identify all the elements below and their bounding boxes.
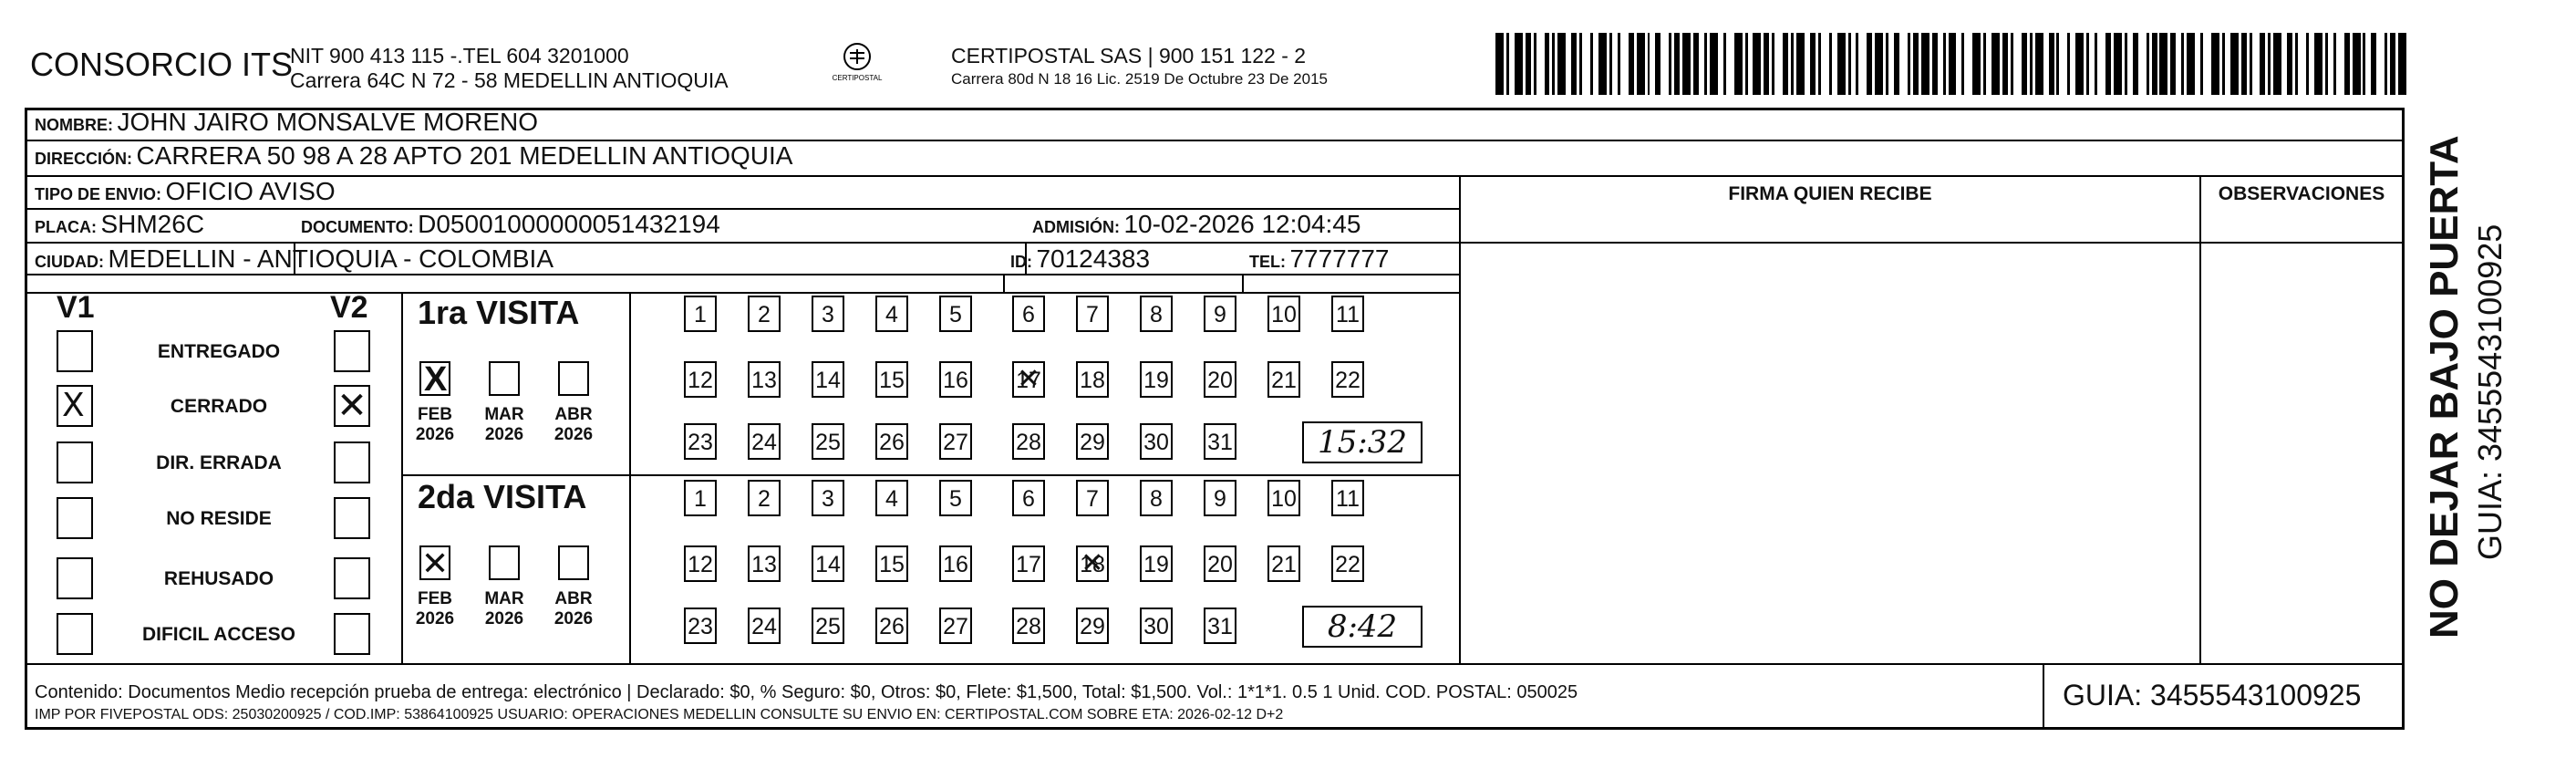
barcode-bar bbox=[2159, 33, 2167, 95]
id-value: 70124383 bbox=[1036, 244, 1151, 273]
divider bbox=[27, 292, 1459, 294]
status-label: DIR. ERRADA bbox=[156, 452, 282, 473]
signature-area[interactable] bbox=[1461, 210, 2198, 661]
month-year: 2026 bbox=[415, 609, 455, 628]
barcode-bar bbox=[1991, 33, 2000, 95]
barcode-bar bbox=[1536, 33, 1545, 95]
barcode bbox=[1495, 33, 2407, 95]
month-checkbox[interactable] bbox=[489, 361, 520, 396]
v2-checkbox[interactable] bbox=[334, 441, 370, 483]
placa-field bbox=[35, 210, 204, 239]
month-checkbox[interactable] bbox=[558, 361, 589, 396]
v2-header: V2 bbox=[330, 290, 368, 325]
barcode-bar bbox=[1582, 33, 1590, 95]
month-label bbox=[476, 589, 533, 629]
observaciones-header: OBSERVACIONES bbox=[2218, 183, 2385, 204]
status-label: CERRADO bbox=[170, 396, 268, 417]
day-box[interactable]: 29 bbox=[1076, 423, 1109, 460]
placa-value: SHM26C bbox=[100, 210, 205, 238]
barcode-bar bbox=[2336, 33, 2344, 95]
v1-header: V1 bbox=[57, 290, 95, 325]
nombre-value: JOHN JAIRO MONSALVE MORENO bbox=[117, 108, 538, 136]
barcode-bar bbox=[2187, 33, 2195, 95]
day-box[interactable]: 3 bbox=[812, 480, 844, 516]
day-box[interactable]: 2 bbox=[748, 480, 781, 516]
barcode-bar bbox=[1620, 33, 1629, 95]
barcode-bar bbox=[2252, 33, 2260, 95]
day-box[interactable]: 19 bbox=[1140, 545, 1173, 582]
day-box[interactable]: 6 bbox=[1012, 296, 1045, 332]
barcode-bar bbox=[2203, 33, 2211, 95]
tel-value: 7777777 bbox=[1289, 244, 1390, 273]
barcode-bar bbox=[2035, 33, 2043, 95]
day-box[interactable]: 4 bbox=[875, 296, 908, 332]
divider bbox=[401, 292, 403, 663]
direccion-label: DIRECCIÓN: bbox=[35, 150, 132, 168]
day-box[interactable]: 19 bbox=[1140, 361, 1173, 398]
month-year: 2026 bbox=[484, 425, 524, 444]
day-box[interactable]: 8 bbox=[1140, 296, 1173, 332]
day-box[interactable]: 14 bbox=[812, 545, 844, 582]
barcode-bar bbox=[2059, 33, 2067, 95]
barcode-bar bbox=[1637, 33, 1645, 95]
day-box[interactable]: 9 bbox=[1204, 296, 1236, 332]
v2-checkbox[interactable] bbox=[334, 557, 370, 599]
day-box[interactable]: 17 bbox=[1012, 545, 1045, 582]
day-box[interactable]: 20 bbox=[1204, 361, 1236, 398]
barcode-bar bbox=[2097, 33, 2105, 95]
ciudad-field bbox=[35, 244, 553, 274]
logo-text: CERTIPOSTAL bbox=[832, 74, 883, 82]
company-nit: NIT 900 413 115 -.TEL 604 3201000 bbox=[290, 44, 629, 68]
divider bbox=[2043, 663, 2044, 730]
day-box[interactable]: 11 bbox=[1331, 480, 1364, 516]
divider bbox=[401, 474, 1459, 476]
month-checkbox[interactable] bbox=[419, 361, 450, 396]
month-label bbox=[407, 589, 463, 629]
carrier-line2: Carrera 80d N 18 16 Lic. 2519 De Octubre 23 De 2015 bbox=[951, 70, 1328, 88]
divider bbox=[27, 663, 2402, 665]
footer-print-info: IMP POR FIVEPOSTAL ODS: 25030200925 / COD.IMP: 53864100925 USUARIO: OPERACIONES MEDELLIN CONSULTE SU ENVIO EN: CERTIPOSTAL.COM SOBRE ETA: 2026-02-12 D+2 bbox=[35, 707, 1284, 722]
day-box[interactable]: 20 bbox=[1204, 545, 1236, 582]
v1-checkbox[interactable] bbox=[57, 613, 93, 655]
barcode-bar bbox=[1557, 33, 1566, 95]
barcode-bar bbox=[2398, 33, 2406, 95]
company-address: Carrera 64C N 72 - 58 MEDELLIN ANTIOQUIA bbox=[290, 68, 729, 92]
guia-number: GUIA: 3455543100925 bbox=[2063, 679, 2362, 711]
documento-value: D05001000000051432194 bbox=[418, 210, 720, 238]
month-name: ABR bbox=[554, 589, 593, 608]
barcode-bar bbox=[2298, 33, 2306, 95]
visit-time: 15:32 bbox=[1302, 421, 1422, 463]
divider bbox=[27, 274, 1459, 275]
barcode-bar bbox=[1837, 33, 1846, 95]
tel-field bbox=[1249, 244, 1389, 274]
tipo-envio-field bbox=[35, 177, 336, 206]
v2-checkbox[interactable] bbox=[334, 330, 370, 372]
ciudad-value: MEDELLIN - ANTIOQUIA - COLOMBIA bbox=[108, 244, 553, 273]
month-label bbox=[407, 405, 463, 445]
status-label: NO RESIDE bbox=[166, 508, 272, 529]
v2-checkbox[interactable] bbox=[334, 497, 370, 539]
day-box[interactable]: 6 bbox=[1012, 480, 1045, 516]
day-box[interactable]: 3 bbox=[812, 296, 844, 332]
month-label bbox=[545, 405, 602, 445]
tipo-envio-label: TIPO DE ENVIO: bbox=[35, 185, 162, 203]
day-box[interactable]: 31 bbox=[1204, 423, 1236, 460]
day-box[interactable]: 14 bbox=[812, 361, 844, 398]
month-name: MAR bbox=[484, 405, 524, 424]
carrier-line1: CERTIPOSTAL SAS | 900 151 122 - 2 bbox=[951, 44, 1307, 68]
ciudad-label: CIUDAD: bbox=[35, 253, 104, 271]
day-box[interactable]: 29 bbox=[1076, 608, 1109, 644]
visit-time: 8:42 bbox=[1302, 606, 1422, 648]
day-box[interactable]: 25 bbox=[812, 423, 844, 460]
barcode-bar bbox=[1774, 33, 1783, 95]
divider bbox=[629, 292, 631, 663]
v1-checkbox[interactable] bbox=[57, 497, 93, 539]
barcode-bar bbox=[1734, 33, 1743, 95]
carrier-info bbox=[951, 44, 1328, 91]
company-name: CONSORCIO ITS bbox=[30, 46, 294, 83]
month-checkbox[interactable] bbox=[489, 545, 520, 580]
id-field bbox=[1010, 244, 1150, 274]
divider bbox=[1003, 274, 1005, 292]
day-box[interactable]: 15 bbox=[875, 361, 908, 398]
day-box[interactable]: 22 bbox=[1331, 545, 1364, 582]
direccion-value: CARRERA 50 98 A 28 APTO 201 MEDELLIN ANTIOQUIA bbox=[136, 141, 793, 170]
barcode-bar bbox=[1495, 33, 1504, 95]
day-box[interactable]: 1 bbox=[684, 296, 717, 332]
day-box[interactable]: 17 ✕ bbox=[1012, 361, 1045, 398]
day-box[interactable]: 27 bbox=[939, 608, 972, 644]
observaciones-area[interactable] bbox=[2201, 210, 2400, 661]
month-year: 2026 bbox=[553, 609, 594, 628]
firma-header: FIRMA QUIEN RECIBE bbox=[1728, 183, 1932, 204]
v1-checkbox[interactable] bbox=[57, 557, 93, 599]
day-box[interactable]: 5 bbox=[939, 296, 972, 332]
month-checkbox[interactable] bbox=[419, 545, 450, 580]
no-dejar-notice: NO DEJAR BAJO PUERTA bbox=[2422, 135, 2467, 639]
day-box[interactable]: 10 bbox=[1267, 480, 1300, 516]
nombre-field bbox=[35, 108, 538, 137]
day-box[interactable]: 16 bbox=[939, 545, 972, 582]
day-box[interactable]: 21 bbox=[1267, 545, 1300, 582]
v2-checkbox[interactable] bbox=[334, 613, 370, 655]
v1-checkbox[interactable] bbox=[57, 385, 93, 427]
day-box[interactable]: 26 bbox=[875, 423, 908, 460]
month-year: 2026 bbox=[484, 609, 524, 628]
visit-title: 1ra VISITA bbox=[418, 294, 580, 331]
day-box[interactable]: 30 bbox=[1140, 608, 1173, 644]
day-box[interactable]: 12 bbox=[684, 361, 717, 398]
tipo-envio-value: OFICIO AVISO bbox=[165, 177, 336, 205]
day-box[interactable]: 15 bbox=[875, 545, 908, 582]
day-box[interactable]: 24 bbox=[748, 423, 781, 460]
barcode-bar bbox=[1899, 33, 1908, 95]
day-box[interactable]: 16 bbox=[939, 361, 972, 398]
admision-field bbox=[1032, 210, 1360, 239]
status-label: DIFICIL ACCESO bbox=[141, 624, 295, 645]
day-box[interactable]: 9 bbox=[1204, 480, 1236, 516]
day-box[interactable]: 7 bbox=[1076, 296, 1109, 332]
day-box[interactable]: 18 bbox=[1076, 361, 1109, 398]
day-box[interactable]: 2 bbox=[748, 296, 781, 332]
day-box[interactable]: 28 bbox=[1012, 608, 1045, 644]
certipostal-logo-icon bbox=[832, 38, 883, 89]
day-box[interactable]: 22 bbox=[1331, 361, 1364, 398]
barcode-bar bbox=[2138, 33, 2147, 95]
day-box[interactable]: 23 bbox=[684, 608, 717, 644]
month-name: FEB bbox=[418, 405, 452, 424]
visit-title: 2da VISITA bbox=[418, 478, 587, 515]
barcode-bar bbox=[2075, 33, 2084, 95]
barcode-bar bbox=[1921, 33, 1929, 95]
day-box[interactable]: 30 bbox=[1140, 423, 1173, 460]
barcode-bar bbox=[2273, 33, 2281, 95]
month-label bbox=[476, 405, 533, 445]
barcode-bar bbox=[1821, 33, 1829, 95]
barcode-bar bbox=[1682, 33, 1691, 95]
day-box[interactable]: 25 bbox=[812, 608, 844, 644]
month-name: MAR bbox=[484, 589, 524, 608]
day-box[interactable]: 21 bbox=[1267, 361, 1300, 398]
company-info bbox=[290, 44, 729, 93]
month-year: 2026 bbox=[415, 425, 455, 444]
month-checkbox[interactable] bbox=[558, 545, 589, 580]
day-box[interactable]: 12 bbox=[684, 545, 717, 582]
barcode-bar bbox=[2376, 33, 2385, 95]
v1-checkbox[interactable] bbox=[57, 330, 93, 372]
divider bbox=[27, 175, 2402, 177]
day-box[interactable]: 18 ✕ bbox=[1076, 545, 1109, 582]
month-year: 2026 bbox=[553, 425, 594, 444]
barcode-bar bbox=[2230, 33, 2239, 95]
barcode-bar bbox=[2114, 33, 2122, 95]
barcode-bar bbox=[1753, 33, 1761, 95]
footer-content: Contenido: Documentos Medio recepción prueba de entrega: electrónico | Declarado: $0, % Seguro: $0, Otros: $0, Flete: $1,500, Total: $1,500. Vol.: 1*1*1. 0.5 1 Unid. COD. POSTAL: 050025 bbox=[35, 682, 1578, 702]
day-box[interactable]: 10 bbox=[1267, 296, 1300, 332]
v1-checkbox[interactable] bbox=[57, 441, 93, 483]
divider bbox=[1242, 274, 1244, 292]
day-box[interactable]: 27 bbox=[939, 423, 972, 460]
day-box[interactable]: 13 bbox=[748, 361, 781, 398]
id-label: ID: bbox=[1010, 253, 1032, 271]
barcode-bar bbox=[1726, 33, 1734, 95]
day-box[interactable]: 1 bbox=[684, 480, 717, 516]
nombre-label: NOMBRE: bbox=[35, 116, 113, 134]
month-label bbox=[545, 589, 602, 629]
barcode-bar bbox=[2211, 33, 2219, 95]
day-box[interactable]: 4 bbox=[875, 480, 908, 516]
admision-value: 10-02-2026 12:04:45 bbox=[1123, 210, 1361, 238]
documento-label: DOCUMENTO: bbox=[301, 218, 414, 236]
day-box[interactable]: 24 bbox=[748, 608, 781, 644]
barcode-bar bbox=[1710, 33, 1718, 95]
month-name: ABR bbox=[554, 405, 593, 424]
barcode-bar bbox=[1949, 33, 1957, 95]
admision-label: ADMISIÓN: bbox=[1032, 218, 1120, 236]
barcode-bar bbox=[1660, 33, 1669, 95]
barcode-bar bbox=[1796, 33, 1805, 95]
barcode-bar bbox=[1515, 33, 1523, 95]
day-box[interactable]: 28 bbox=[1012, 423, 1045, 460]
barcode-bar bbox=[2013, 33, 2022, 95]
day-box[interactable]: 23 bbox=[684, 423, 717, 460]
barcode-bar bbox=[1964, 33, 1972, 95]
day-box[interactable]: 13 bbox=[748, 545, 781, 582]
barcode-bar bbox=[1858, 33, 1867, 95]
placa-label: PLACA: bbox=[35, 218, 97, 236]
status-label: ENTREGADO bbox=[157, 341, 281, 362]
day-box[interactable]: 8 bbox=[1140, 480, 1173, 516]
documento-field bbox=[301, 210, 720, 239]
barcode-bar bbox=[1598, 33, 1607, 95]
day-box[interactable]: 7 bbox=[1076, 480, 1109, 516]
barcode-bar bbox=[2353, 33, 2361, 95]
day-box[interactable]: 31 bbox=[1204, 608, 1236, 644]
barcode-bar bbox=[2314, 33, 2323, 95]
day-box[interactable]: 5 bbox=[939, 480, 972, 516]
day-box[interactable]: 26 bbox=[875, 608, 908, 644]
v2-checkbox[interactable] bbox=[334, 385, 370, 427]
barcode-bar bbox=[1875, 33, 1883, 95]
tel-label: TEL: bbox=[1249, 253, 1286, 271]
direccion-field bbox=[35, 141, 792, 171]
side-guia: GUIA: 3455543100925 bbox=[2471, 223, 2509, 560]
month-name: FEB bbox=[418, 589, 452, 608]
day-box[interactable]: 11 bbox=[1331, 296, 1364, 332]
status-label: REHUSADO bbox=[163, 568, 274, 589]
barcode-bar bbox=[1972, 33, 1981, 95]
